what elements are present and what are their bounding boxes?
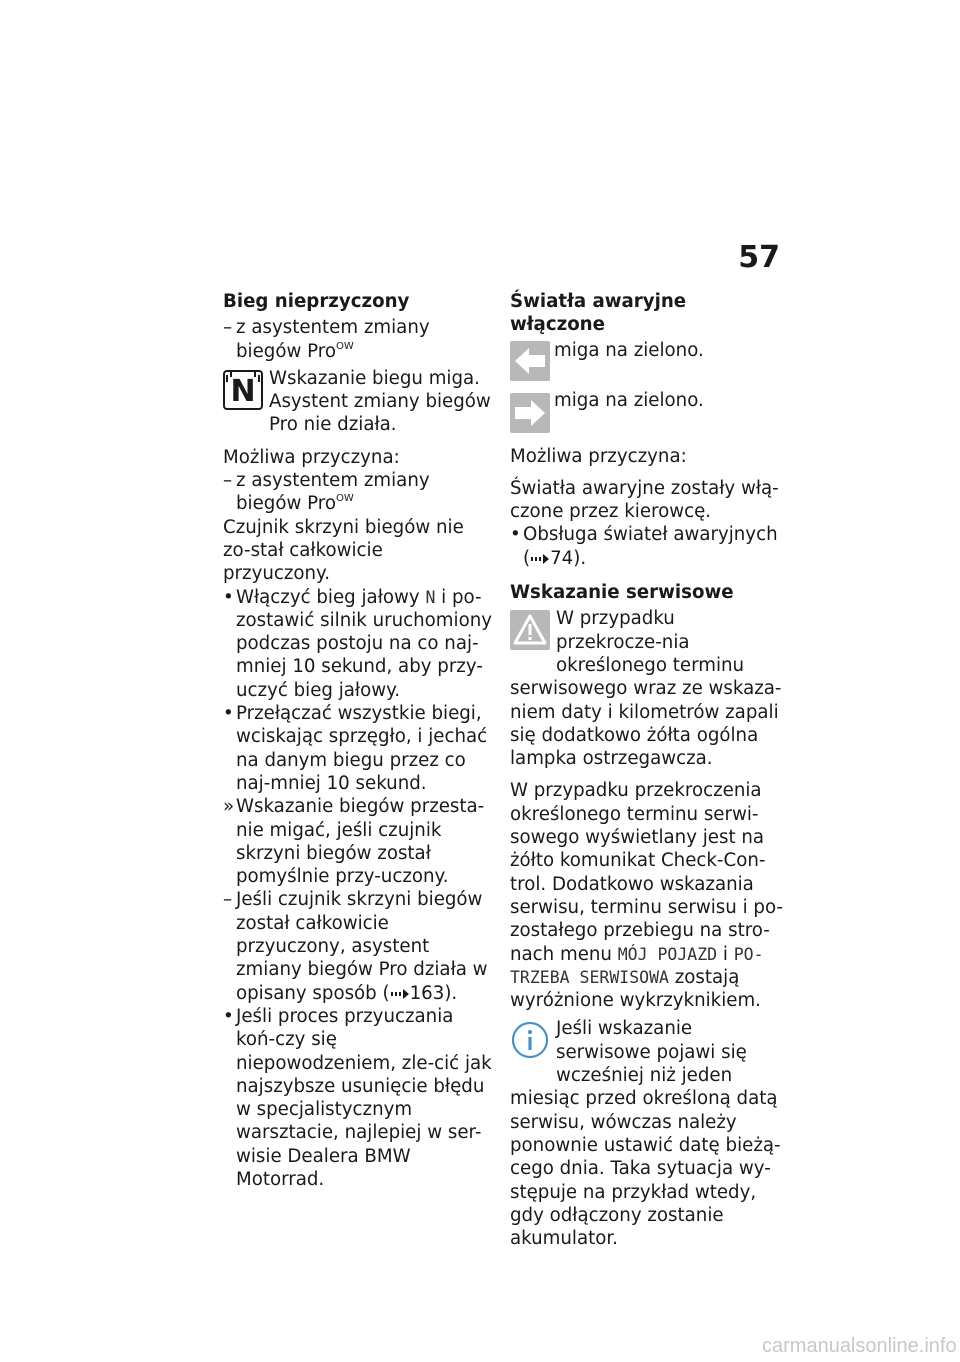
list-item-text: z asystentem zmiany biegów Pro — [236, 470, 430, 515]
gear-warning-text: Wskazanie biegu miga. Asystent zmiany biegów Pro nie działa. — [269, 367, 491, 436]
menu-name-my-vehicle: MÓJ POJAZD — [617, 944, 718, 964]
list-item-dash: – Jeśli czujnik skrzyni biegów został całkowicie przyuczony, asystent zmiany biegów Pro działa w opisany sposób ( 163). — [223, 889, 488, 1004]
section-heading-gear: Bieg nieprzyczony — [223, 291, 410, 312]
bullet-item: • Włączyć bieg jałowy N i po-zostawić silnik uruchomiony podczas postoju na co naj-mniej 10 sekund, aby przy-uczyć bieg jałowy. — [223, 586, 492, 701]
list-item-text: z asystentem zmiany biegów Pro — [236, 317, 430, 362]
service-paragraph: W przypadku przekroczenia określonego terminu serwi-sowego wyświetlany jest na żółto komunikat Check-Con-trol. Dodatkowo wskazania serwisu, terminu serwisu i po-zostałego przebiegu na stro-nach menu MÓJ POJAZD i PO-TRZEBA SERWISOWA zostają wyróżnione wykrzyknikiem. — [510, 780, 783, 1012]
info-text: Jeśli wskazanie serwisowe pojawi się wcześniej niż jeden miesiąc przed określoną datą serwisu, wówczas należy ponownie ustawić datę bieżą-cego dnia. Taka sytuacja wy-stępuje na przykład wtedy, gdy odłączony zostanie akumulator. — [510, 1018, 781, 1250]
list-item-dash: – z asystentem zmiany biegów Pro$^{OW}$ — [223, 317, 430, 362]
left-turn-indicator-icon — [510, 341, 550, 381]
section-heading-hazard: Światła awaryjne włączone — [510, 291, 687, 336]
option-marker: OW — [335, 493, 354, 505]
svg-text:N: N — [230, 373, 256, 409]
list-item-dash: – z asystentem zmiany biegów Pro$^{OW}$ — [223, 470, 430, 515]
bullet-item: • Obsługa świateł awaryjnych ( 74). — [510, 524, 778, 569]
page-reference-arrow-icon — [390, 988, 410, 1000]
page-reference[interactable]: 74 — [550, 547, 574, 569]
right-column — [510, 290, 785, 1250]
service-warning-block — [510, 607, 785, 770]
section-heading-service: Wskazanie serwisowe — [510, 582, 734, 604]
gear-warning-block — [223, 367, 493, 437]
cause-label: Możliwa przyczyna: — [223, 446, 400, 468]
service-warning-text: W przypadku przekrocze-nia określonego terminu serwisowego wraz ze wskaza-niem daty i kilometrów zapali się dodatkowo żółta ogólna lampka ostrzegawcza. — [510, 608, 782, 770]
result-item: » Wskazanie biegów przesta-nie migać, jeśli czujnik skrzyni biegów został pomyślnie przy-uczony. — [223, 796, 485, 888]
display-text-n: N — [425, 587, 436, 607]
info-icon — [510, 1020, 550, 1066]
page-number: 57 — [738, 240, 780, 275]
page-reference-arrow-icon — [530, 553, 550, 565]
cause-text: Światła awaryjne zostały włą-czone przez kierowcę. — [510, 477, 779, 523]
option-marker: OW — [335, 340, 354, 352]
warning-triangle-icon — [510, 610, 550, 656]
cause-label: Możliwa przyczyna: — [510, 445, 687, 467]
left-indicator-text: miga na zielono. — [554, 339, 704, 361]
bullet-item: • Jeśli proces przyuczania koń-czy się niepowodzeniem, zle-cić jak najszybsze usunięcie błędu w specjalistycznym warsztacie, najlepiej w ser-wisie Dealera BMW Motorrad. — [223, 1005, 492, 1190]
bullet-item: • Przełączać wszystkie biegi, wciskając sprzęgło, i jechać na danym biegu przez co naj-mniej 10 sekund. — [223, 703, 488, 794]
right-indicator-text: miga na zielono. — [554, 389, 704, 411]
sensor-text: Czujnik skrzyni biegów nie zo-stał całkowicie przyuczony. — [223, 516, 464, 585]
left-column — [223, 290, 493, 1191]
page-reference[interactable]: 163 — [409, 982, 445, 1004]
info-block — [510, 1017, 785, 1250]
right-turn-indicator-icon — [510, 393, 550, 433]
watermark: carmanualsonline.info — [762, 1335, 957, 1357]
n-indicator-icon — [223, 370, 263, 416]
right-indicator-row — [510, 389, 785, 439]
left-indicator-row — [510, 339, 785, 389]
menu-name-service-need: PO-TRZEBA SERWISOWA — [510, 944, 764, 987]
